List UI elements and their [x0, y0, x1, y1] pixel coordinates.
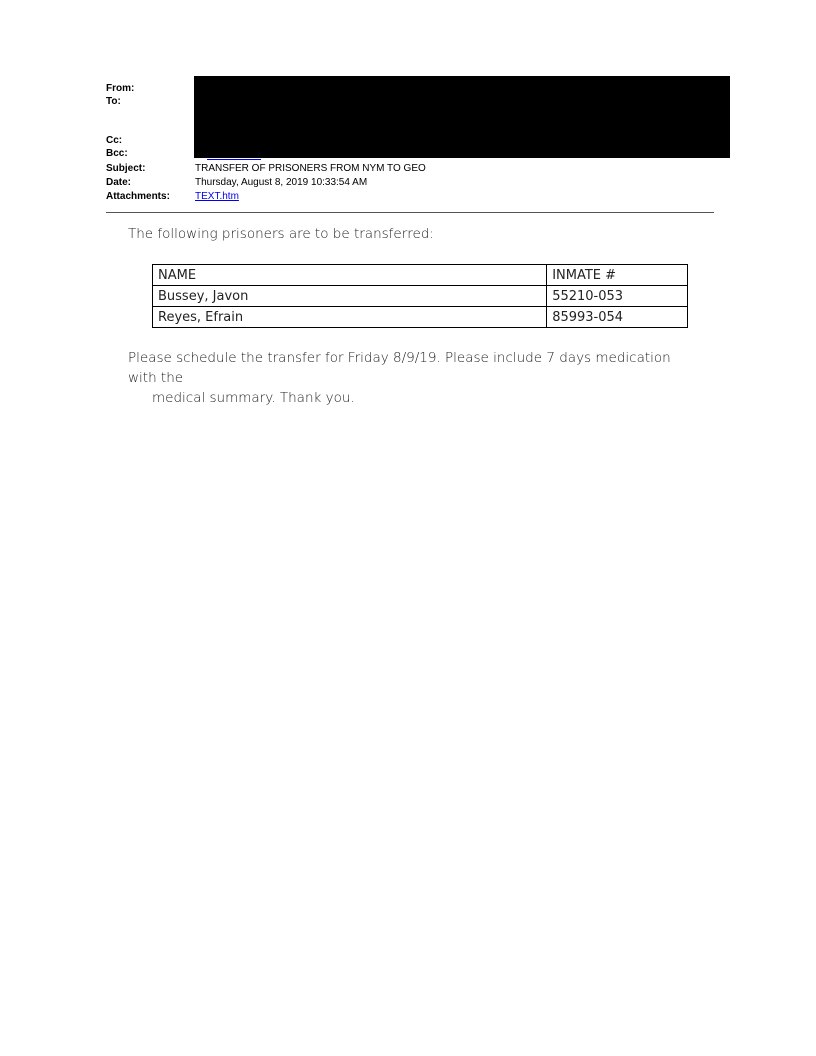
- table-header-row: [153, 265, 688, 286]
- prisoner-table: [152, 264, 688, 328]
- header-divider: [106, 212, 714, 213]
- inmate-number-column-header: INMATE #: [547, 265, 688, 286]
- date-label: Date:: [106, 177, 132, 188]
- table-row: [153, 307, 688, 328]
- to-label: To:: [106, 96, 121, 107]
- inmate-number: 55210-053: [547, 286, 688, 307]
- from-label: From:: [106, 83, 135, 94]
- bcc-label: Bcc:: [106, 148, 128, 159]
- closing-line-1: Please schedule the transfer for Friday 8/9/19. Please include 7 days medication with the: [128, 350, 671, 386]
- subject-value: TRANSFER OF PRISONERS FROM NYM TO GEO: [195, 163, 426, 174]
- attachment-link[interactable]: TEXT.htm: [195, 191, 239, 202]
- inmate-number: 85993-054: [547, 307, 688, 328]
- redaction-block: [194, 76, 730, 158]
- table-row: [153, 286, 688, 307]
- date-value: Thursday, August 8, 2019 10:33:54 AM: [195, 177, 368, 188]
- closing-line-2: medical summary. Thank you.: [152, 390, 355, 406]
- prisoner-name: Bussey, Javon: [153, 286, 547, 307]
- prisoner-name: Reyes, Efrain: [153, 307, 547, 328]
- intro-text: The following prisoners are to be transferred:: [128, 226, 434, 242]
- subject-label: Subject:: [106, 163, 146, 174]
- name-column-header: NAME: [153, 265, 547, 286]
- closing-paragraph: [128, 348, 688, 408]
- cc-label: Cc:: [106, 135, 123, 146]
- attachments-label: Attachments:: [106, 191, 170, 202]
